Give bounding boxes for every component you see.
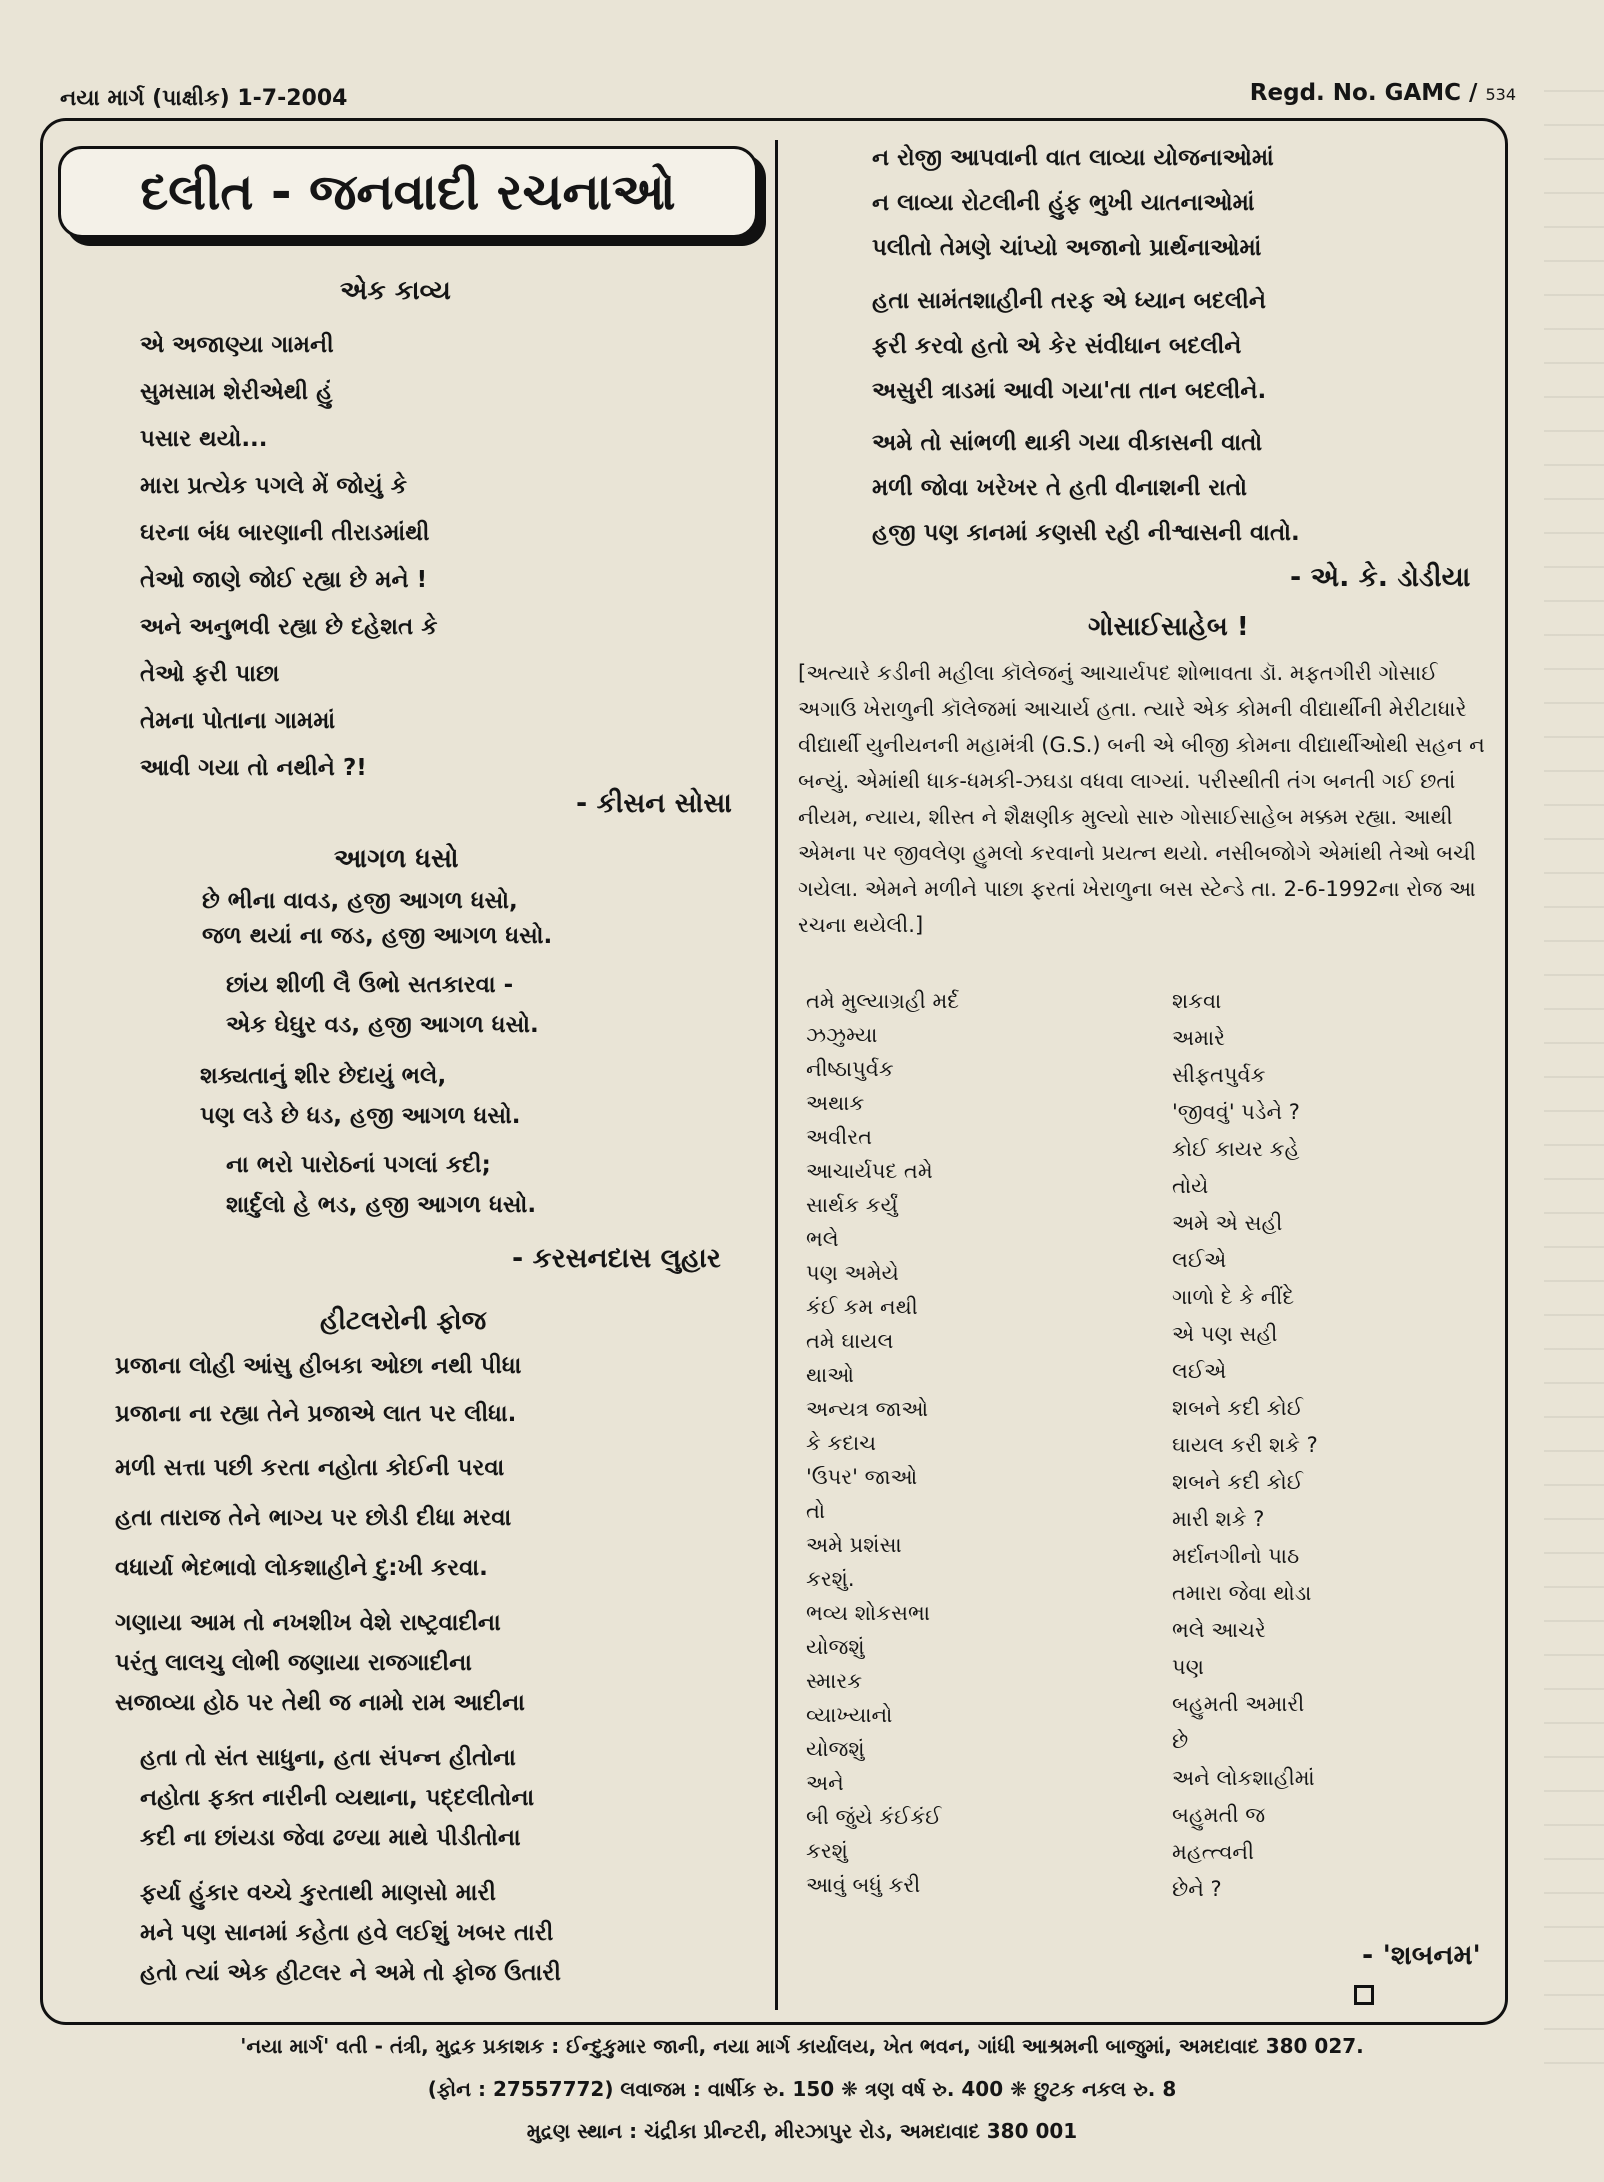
poem3-line: સજાવ્યા હોઠ પર તેથી જ નામો રામ આદીના — [115, 1690, 525, 1716]
column-divider — [775, 140, 778, 2010]
poem4-line: તમે મુલ્યાગ્રહી મર્દ — [806, 989, 960, 1013]
poem4-line: અને — [806, 1771, 844, 1795]
poem4-line: કરશું — [806, 1839, 848, 1863]
poem4-author: - 'શબનમ' — [1362, 1940, 1481, 1971]
poem4-line: શબને કદી કોઈ — [1172, 1470, 1303, 1494]
poem4-line: અમે પ્રશંસા — [806, 1533, 902, 1557]
poem4-line: એ પણ સહી — [1172, 1322, 1278, 1346]
poem4-line: કરશું. — [806, 1567, 855, 1591]
poem2-author: - કરસનદાસ લુહાર — [512, 1243, 721, 1274]
poem4-line: બહુમતી જ — [1172, 1803, 1266, 1827]
poem4-line: ભવ્ય શોકસભા — [806, 1601, 930, 1625]
poem3-line: પરંતુ લાલચુ લોભી જણાયા રાજગાદીના — [115, 1650, 472, 1676]
poem3-line: ફરી કરવો હતો એ કેર સંવીધાન બદલીને — [872, 333, 1242, 359]
poem3-line: વધાર્યા ભેદભાવો લોકશાહીને દુ:ખી કરવા. — [115, 1555, 488, 1581]
poem4-line: લઈએ — [1172, 1359, 1227, 1383]
poem3-line: હતો ત્યાં એક હીટલર ને અમે તો ફોજ ઉતારી — [140, 1960, 561, 1986]
poem2-line: શાર્દુલો હે ભડ, હજી આગળ ધસો. — [226, 1192, 537, 1218]
poem4-line: છે — [1172, 1729, 1189, 1753]
poem3-line: ન લાવ્યા રોટલીની હુંફ ભુખી યાતનાઓમાં — [872, 190, 1255, 216]
poem4-line: તમારા જેવા થોડા — [1172, 1581, 1312, 1605]
poem3-line: નહોતા ફક્ત નારીની વ્યથાના, પદ્દલીતોના — [140, 1785, 535, 1811]
poem1-line: તેઓ જાણે જોઈ રહ્યા છે મને ! — [140, 567, 428, 593]
poem4-line: તમે ઘાયલ — [806, 1329, 894, 1353]
registration-number: Regd. No. GAMC / 534 — [1249, 80, 1516, 106]
end-of-article-mark — [1354, 1985, 1374, 2005]
poem4-line: છેને ? — [1172, 1877, 1222, 1901]
poem4-line: અને લોકશાહીમાં — [1172, 1766, 1315, 1790]
poem2-title: આગળ ધસો — [334, 844, 459, 874]
poem4-line: અમારે — [1172, 1026, 1225, 1050]
poem2-line: એક ઘેઘુર વડ, હજી આગળ ધસો. — [226, 1012, 539, 1038]
poem3-line: કદી ના છાંયડા જેવા ઢળ્યા માથે પીડીતોના — [140, 1825, 521, 1851]
poem3-line: અમે તો સાંભળી થાકી ગયા વીકાસની વાતો — [872, 430, 1263, 456]
poem2-line: ના ભરો પારોઠનાં પગલાં કદી; — [226, 1152, 491, 1178]
page-number: 534 — [1485, 85, 1516, 104]
poem4-line: સીફતપુર્વક — [1172, 1063, 1266, 1087]
poem1-line: સુમસામ શેરીએથી હું — [140, 379, 333, 405]
poem1-line: મારા પ્રત્યેક પગલે મેં જોયું કે — [140, 473, 407, 499]
adjacent-page-bleed — [1544, 90, 1604, 2070]
poem3-line: મળી જોવા ખરેખર તે હતી વીનાશની રાતો — [872, 475, 1247, 501]
poem4-title: ગોસાઈસાહેબ ! — [1088, 612, 1249, 642]
poem3-line: હતા તારાજ તેને ભાગ્ય પર છોડી દીધા મરવા — [115, 1505, 512, 1531]
poem4-line: નીષ્ઠાપુર્વક — [806, 1057, 894, 1081]
poem4-line: ઝઝુમ્યા — [806, 1023, 878, 1047]
poem4-line: યોજશું — [806, 1737, 865, 1761]
poem3-line: પ્રજાના ના રહ્યા તેને પ્રજાએ લાત પર લીધા. — [115, 1401, 517, 1427]
poem4-line: અથાક — [806, 1091, 865, 1115]
poem3-line: ન રોજી આપવાની વાત લાવ્યા યોજનાઓમાં — [872, 145, 1274, 171]
poem3-line: હજી પણ કાનમાં કણસી રહી નીશ્વાસની વાતો. — [872, 520, 1300, 546]
poem1-line: આવી ગયા તો નથીને ?! — [140, 755, 367, 781]
poem3-line: મને પણ સાનમાં કહેતા હવે લઈશું ખબર તારી — [140, 1920, 554, 1946]
poem3-title: હીટલરોની ફોજ — [320, 1306, 487, 1336]
poem4-line: શકવા — [1172, 989, 1222, 1013]
poem4-line: આચાર્યપદ તમે — [806, 1159, 933, 1183]
poem1-line: તેમના પોતાના ગામમાં — [140, 708, 336, 734]
poem3-line: પલીતો તેમણે ચાંપ્યો અજાનો પ્રાર્થનાઓમાં — [872, 235, 1262, 261]
footer-subscription-line: (ફોન : 27557772) લવાજમ : વાર્ષીક રુ. 150 ❋ ત્રણ વર્ષ રુ. 400 ❋ છુટક નકલ રુ. 8 — [427, 2077, 1177, 2101]
poem4-line: આવું બધું કરી — [806, 1873, 921, 1897]
poem3-author: - એ. કે. ડોડીયા — [1290, 562, 1471, 593]
poem2-line: શક્યતાનું શીર છેદાયું ભલે, — [200, 1063, 447, 1089]
poem4-line: શબને કદી કોઈ — [1172, 1396, 1303, 1420]
poem4-line: અન્યત્ર જાઓ — [806, 1397, 929, 1421]
poem4-line: સાર્થક કર્યું — [806, 1193, 898, 1217]
poem4-line: પણ — [1172, 1655, 1204, 1679]
poem3-line: અસુરી ત્રાડમાં આવી ગયા'તા તાન બદલીને. — [872, 378, 1267, 404]
poem4-line: લઈએ — [1172, 1248, 1227, 1272]
poem4-line: મહત્ત્વની — [1172, 1840, 1255, 1864]
poem4-line: બી જુંયે કંઈકંઈ — [806, 1805, 942, 1829]
poem4-line: થાઓ — [806, 1363, 854, 1387]
poem2-line: છાંય શીળી લૈ ઉભો સતકારવા - — [226, 972, 514, 998]
poem2-line: જળ થયાં ના જડ, હજી આગળ ધસો. — [202, 923, 553, 949]
poem3-line: પ્રજાના લોહી આંસુ હીબકા ઓછા નથી પીધા — [115, 1353, 522, 1379]
poem4-line: 'ઉપર' જાઓ — [806, 1465, 918, 1489]
poem4-line: ભલે આચરે — [1172, 1618, 1266, 1642]
poem1-line: પસાર થયો... — [140, 426, 268, 452]
poem3-line: ગણાયા આમ તો નખશીખ વેશે રાષ્ટ્રવાદીના — [115, 1610, 501, 1636]
poem4-line: સ્મારક — [806, 1669, 863, 1693]
poem4-line: 'જીવવું' પડેને ? — [1172, 1100, 1300, 1124]
poem4-line: કોઈ કાયર કહે — [1172, 1137, 1300, 1161]
poem4-line: બહુમતી અમારી — [1172, 1692, 1305, 1716]
poem4-line: કંઈ કમ નથી — [806, 1295, 918, 1319]
poem3-line: ફર્યા હુંકાર વચ્ચે કુરતાથી માણસો મારી — [140, 1880, 496, 1906]
poem1-line: તેઓ ફરી પાછા — [140, 661, 280, 687]
poem1-line: એ અજાણ્યા ગામની — [140, 332, 334, 358]
poem1-author: - કીસન સોસા — [576, 788, 732, 819]
poem1-title: એક કાવ્ય — [340, 276, 451, 306]
poem1-line: અને અનુભવી રહ્યા છે દહેશત કે — [140, 614, 438, 640]
poem4-line: મારી શકે ? — [1172, 1507, 1265, 1531]
footer-printer-line: મુદ્રણ સ્થાન : ચંદ્રીકા પ્રીન્ટરી, મીરઝાપુર રોડ, અમદાવાદ 380 001 — [526, 2119, 1078, 2143]
section-title: દલીત - જનવાદી રચનાઓ — [58, 146, 758, 238]
poem4-line: પણ અમેયે — [806, 1261, 899, 1285]
poem4-line: તોયે — [1172, 1174, 1209, 1198]
poem4-context-note: [અત્યારે કડીની મહીલા કૉલેજનું આચાર્યપદ શોભાવતા ડૉ. મફતગીરી ગોસાઈ અગાઉ ખેરાળુની કૉલેજમાં આચાર્ય હતા. ત્યારે એક કોમની વીદ્યાર્થીની મેરીટાધારે વીદ્યાર્થી યુનીયનની મહામંત્રી (G.S.) બની એ બીજી કોમના વીદ્યાર્થીઓથી સહન ન બન્યું. એમાંથી ધાક-ધમકી-ઝઘડા વધવા લાગ્યાં. પરીસ્થીતી તંગ બનતી ગઈ છતાં નીયમ, ન્યાય, શીસ્ત ને શૈક્ષણીક મુલ્યો સારુ ગોસાઈસાહેબ મક્કમ રહ્યા. આથી એમના પર જીવલેણ હુમલો કરવાનો પ્રયત્ન થયો. નસીબજોગે એમાંથી તેઓ બચી ગયેલા. એમને મળીને પાછા ફરતાં ખેરાળુના બસ સ્ટેન્ડે તા. 2-6-1992ના રોજ આ રચના થયેલી.] — [798, 661, 1485, 937]
poem4-line: યોજશું — [806, 1635, 865, 1659]
poem4-line: ગાળો દે કે નીંદે — [1172, 1285, 1295, 1309]
footer-publisher-line: 'નયા માર્ગ' વતી - તંત્રી, મુદ્રક પ્રકાશક : ઈન્દુકુમાર જાની, નયા માર્ગ કાર્યાલય, ખેત ભવન, ગાંધી આશ્રમની બાજુમાં, અમદાવાદ 380 027. — [240, 2034, 1364, 2058]
poem4-line: વ્યાખ્યાનો — [806, 1703, 893, 1727]
poem4-line: કે કદાચ — [806, 1431, 877, 1455]
masthead-date: નયા માર્ગ (પાક્ષીક) 1-7-2004 — [60, 86, 348, 111]
poem1-line: ઘરના બંધ બારણાની તીરાડમાંથી — [140, 520, 430, 546]
poem4-line: ઘાયલ કરી શકે ? — [1172, 1433, 1318, 1457]
poem4-line: મર્દાનગીનો પાઠ — [1172, 1544, 1300, 1568]
poem4-line: અમે એ સહી — [1172, 1211, 1283, 1235]
poem3-line: મળી સત્તા પછી કરતા નહોતા કોઈની પરવા — [115, 1455, 505, 1481]
poem3-line: હતા તો સંત સાધુના, હતા સંપન્ન હીતોના — [140, 1745, 516, 1771]
poem2-line: છે ભીના વાવડ, હજી આગળ ધસો, — [202, 888, 518, 914]
poem3-line: હતા સામંતશાહીની તરફ એ ધ્યાન બદલીને — [872, 288, 1267, 314]
poem4-line: ભલે — [806, 1227, 839, 1251]
poem4-line: અવીરત — [806, 1125, 873, 1149]
poem4-line: તો — [806, 1499, 826, 1523]
poem2-line: પણ લડે છે ધડ, હજી આગળ ધસો. — [200, 1103, 521, 1129]
